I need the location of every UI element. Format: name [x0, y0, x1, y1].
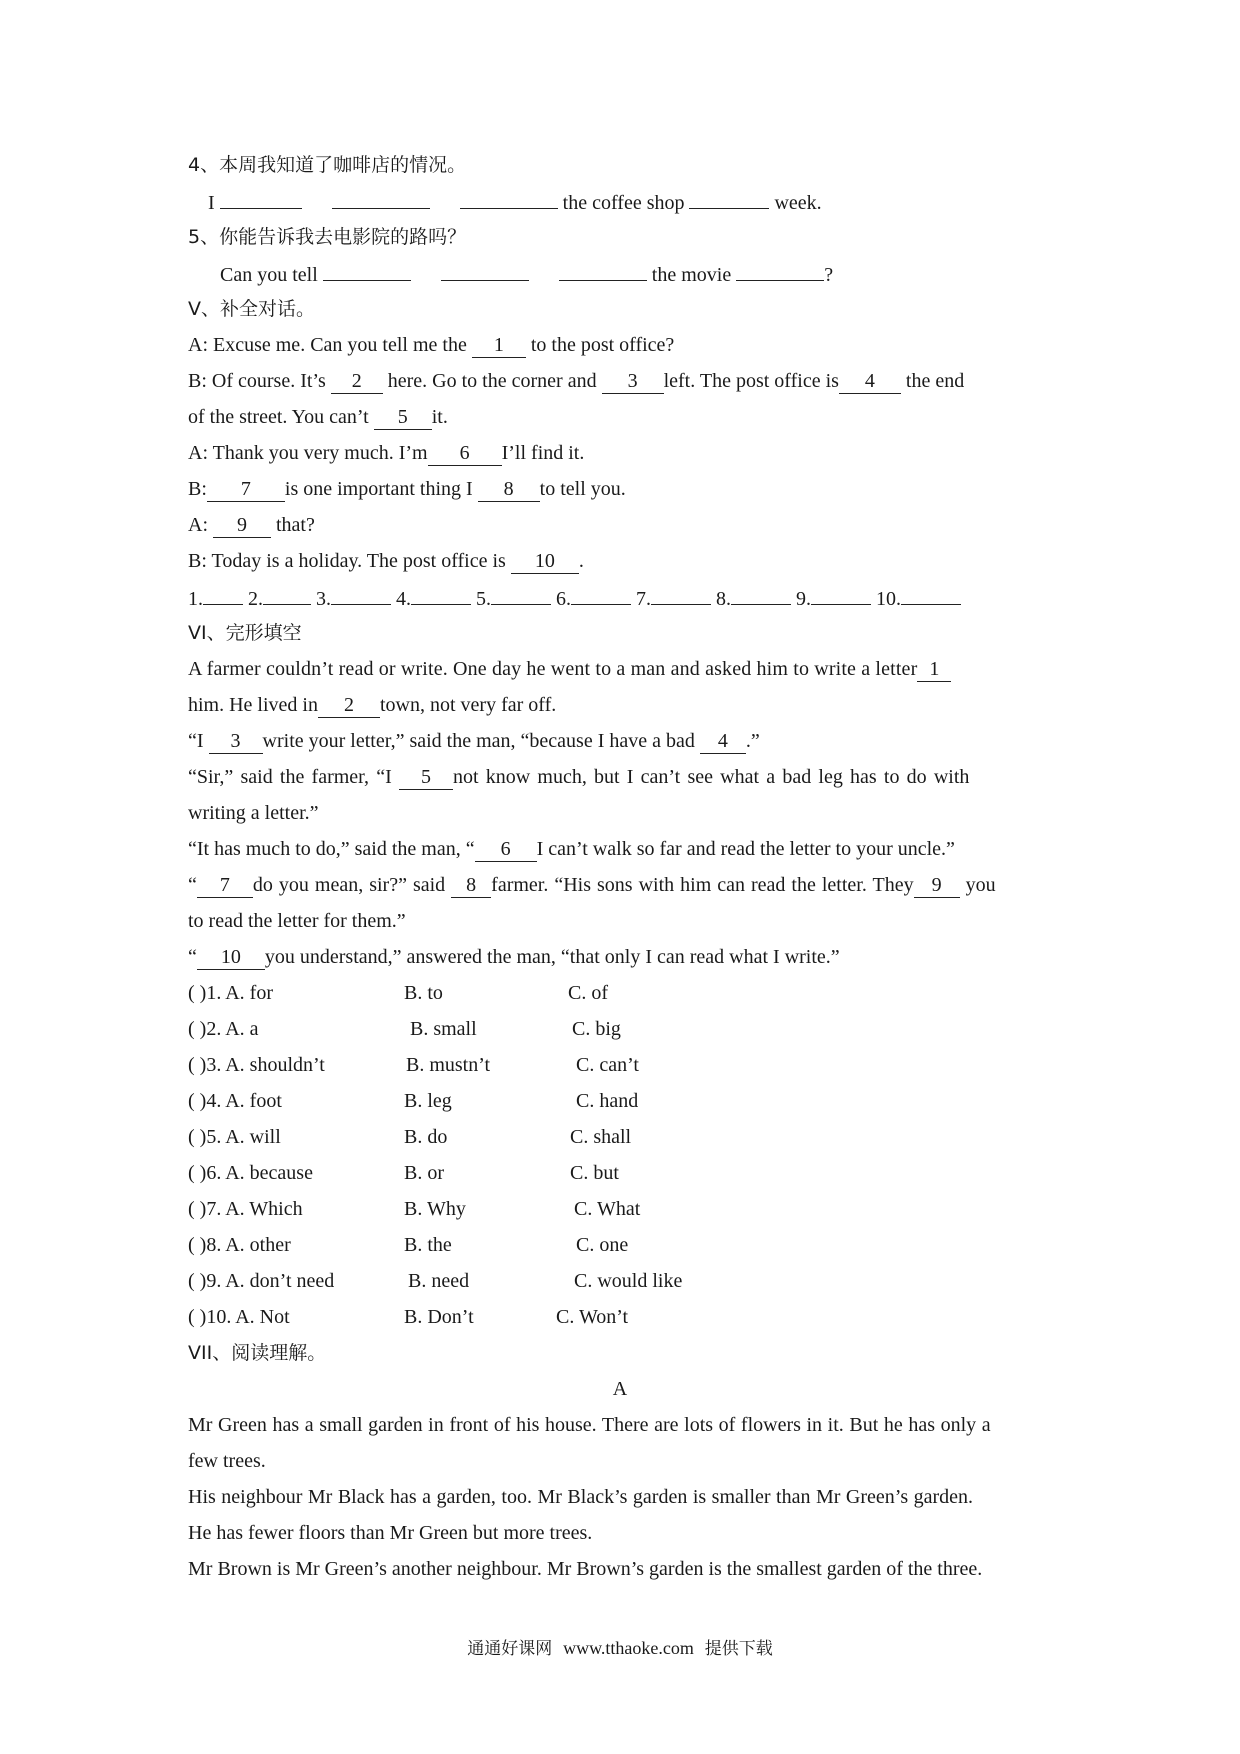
option-c: C. shall: [570, 1126, 632, 1148]
passage-line: Mr Brown is Mr Green’s another neighbour. Mr Brown’s garden is the smallest garden of the three.: [188, 1558, 983, 1580]
blank-2[interactable]: 2: [331, 371, 383, 394]
passage-line: Mr Green has a small garden in front of his house. There are lots of flowers in it. But he has only a: [188, 1414, 991, 1436]
option-num: ( )1. A. for: [188, 982, 273, 1004]
answer-label: 5.: [476, 588, 491, 610]
q4-start: I: [208, 192, 215, 214]
option-num: ( )5. A. will: [188, 1126, 281, 1148]
answer-blank-6[interactable]: [571, 584, 631, 605]
text: him. He lived in: [188, 694, 318, 716]
q5-blank-4[interactable]: [736, 260, 824, 281]
blank-3[interactable]: 3: [602, 371, 664, 394]
footer-url[interactable]: www.tthaoke.com: [563, 1638, 694, 1658]
text: “: [188, 946, 197, 968]
answer-blank-4[interactable]: [411, 584, 471, 605]
q4-blank-2[interactable]: [332, 188, 430, 209]
cloze-line-5b: to read the letter for them.”: [188, 910, 406, 932]
question-5-chinese: 5、你能告诉我去电影院的路吗？: [188, 226, 467, 248]
cloze-line-3b: writing a letter.”: [188, 802, 319, 824]
text: here. Go to the corner and: [387, 370, 597, 392]
text: B: Today is a holiday. The post office is: [188, 550, 506, 572]
option-b: B. Why: [404, 1198, 466, 1220]
q5-mid: the movie: [651, 264, 732, 286]
q5-blank-2[interactable]: [441, 260, 529, 281]
text: “I: [188, 730, 204, 752]
section-6-title: VI、完形填空: [188, 622, 302, 644]
q5-blank-3[interactable]: [559, 260, 647, 281]
q5-end: ?: [824, 264, 834, 286]
option-num: ( )4. A. foot: [188, 1090, 282, 1112]
text: do you mean, sir?” said: [252, 874, 446, 896]
dialogue-line-a3: [188, 512, 315, 538]
passage-line: He has fewer floors than Mr Green but more trees.: [188, 1522, 593, 1544]
text: farmer. “His sons with him can read the letter. They: [491, 874, 914, 896]
footer-site-name: 通通好课网: [467, 1639, 553, 1659]
cloze-line-5a: [188, 872, 996, 898]
option-c: C. Won’t: [556, 1306, 629, 1328]
text: “It has much to do,” said the man, “: [188, 838, 475, 860]
answer-label: 10.: [876, 588, 901, 610]
text: to the post office?: [530, 334, 675, 356]
option-num: ( )8. A. other: [188, 1234, 291, 1256]
blank-5[interactable]: 5: [374, 407, 432, 430]
option-num: ( )10. A. Not: [188, 1306, 290, 1328]
passage-line: few trees.: [188, 1450, 266, 1472]
text: is one important thing I: [284, 478, 473, 500]
answer-label: 9.: [796, 588, 811, 610]
option-num: ( )2. A. a: [188, 1018, 259, 1040]
answer-blank-1[interactable]: [203, 584, 243, 605]
q4-mid: the coffee shop: [562, 192, 685, 214]
cloze-line-1a: [188, 656, 951, 682]
blank-7[interactable]: 7: [207, 479, 285, 502]
option-num: ( )3. A. shouldn’t: [188, 1054, 325, 1076]
option-b: B. mustn’t: [406, 1054, 491, 1076]
text: “Sir,” said the farmer, “I: [188, 766, 392, 788]
question-5-line: [220, 260, 833, 288]
text: A: Excuse me. Can you tell me the: [188, 334, 467, 356]
dialogue-line-b1: [188, 368, 964, 394]
option-c: C. of: [568, 982, 608, 1004]
question-4-line: [208, 188, 822, 216]
cloze-line-4: [188, 836, 955, 862]
cloze-blank-10[interactable]: 10: [197, 947, 265, 970]
text: town, not very far off.: [379, 694, 557, 716]
section-5-title: V、补全对话。: [188, 298, 315, 320]
blank-10[interactable]: 10: [511, 551, 579, 574]
passage-line: His neighbour Mr Black has a garden, too. Mr Black’s garden is smaller than Mr Green’s garden.: [188, 1486, 974, 1508]
text: B:: [188, 478, 207, 500]
option-b: B. Don’t: [404, 1306, 474, 1328]
cloze-blank-4[interactable]: 4: [700, 731, 746, 754]
answer-blank-10[interactable]: [901, 584, 961, 605]
option-b: B. or: [404, 1162, 444, 1184]
text: .”: [745, 730, 760, 752]
q5-blank-1[interactable]: [323, 260, 411, 281]
answer-label: 3.: [316, 588, 331, 610]
option-b: B. small: [410, 1018, 477, 1040]
option-b: B. to: [404, 982, 443, 1004]
answer-label: 2.: [248, 588, 263, 610]
cloze-blank-2[interactable]: 2: [318, 695, 380, 718]
answer-blank-8[interactable]: [731, 584, 791, 605]
dialogue-line-b1-cont: [188, 404, 448, 430]
question-4-chinese: 4、本周我知道了咖啡店的情况。: [188, 154, 467, 176]
answer-label: 4.: [396, 588, 411, 610]
text: A:: [188, 514, 208, 536]
option-c: C. one: [576, 1234, 629, 1256]
answer-blank-3[interactable]: [331, 584, 391, 605]
answer-label: 7.: [636, 588, 651, 610]
option-c: C. What: [574, 1198, 641, 1220]
option-num: ( )7. A. Which: [188, 1198, 303, 1220]
answer-blank-5[interactable]: [491, 584, 551, 605]
q4-end: week.: [774, 192, 822, 214]
cloze-blank-5[interactable]: 5: [399, 767, 453, 790]
answer-blank-2[interactable]: [263, 584, 311, 605]
text: you: [965, 874, 996, 896]
text: the end: [905, 370, 965, 392]
answer-label: 8.: [716, 588, 731, 610]
option-c: C. big: [572, 1018, 621, 1040]
answer-blank-7[interactable]: [651, 584, 711, 605]
cloze-blank-6[interactable]: 6: [475, 839, 537, 862]
answer-label: 6.: [556, 588, 571, 610]
cloze-blank-7[interactable]: 7: [197, 875, 253, 898]
q4-blank-4[interactable]: [689, 188, 769, 209]
text: I can’t walk so far and read the letter to your uncle.”: [536, 838, 955, 860]
q4-blank-3[interactable]: [460, 188, 558, 209]
text: that?: [276, 514, 315, 536]
dialogue-line-b3: [188, 548, 584, 574]
cloze-line-2: [188, 728, 760, 754]
text: I’ll find it.: [501, 442, 585, 464]
cloze-blank-8[interactable]: 8: [451, 875, 491, 898]
blank-9[interactable]: 9: [213, 515, 271, 538]
option-c: C. hand: [576, 1090, 639, 1112]
passage-label: A: [612, 1378, 628, 1400]
text: to tell you.: [539, 478, 626, 500]
answer-blank-9[interactable]: [811, 584, 871, 605]
option-num: ( )6. A. because: [188, 1162, 313, 1184]
section-7-title: VII、阅读理解。: [188, 1342, 327, 1364]
text: A: Thank you very much. I’m: [188, 442, 428, 464]
answer-row: [188, 584, 961, 612]
option-num: ( )9. A. don’t need: [188, 1270, 335, 1292]
cloze-line-1b: [188, 692, 556, 718]
dialogue-line-b2: [188, 476, 626, 502]
option-c: C. would like: [574, 1270, 683, 1292]
answer-label: 1.: [188, 588, 203, 610]
cloze-blank-1[interactable]: 1: [917, 659, 951, 682]
text: .: [578, 550, 584, 572]
page-footer: [0, 1634, 1240, 1659]
blank-1[interactable]: 1: [472, 335, 526, 358]
cloze-line-3a: [188, 764, 969, 790]
dialogue-line-a1: [188, 332, 674, 358]
text: it.: [431, 406, 448, 428]
option-c: C. but: [570, 1162, 619, 1184]
dialogue-line-a2: [188, 440, 584, 466]
text: not know much, but I can’t see what a bad leg has to do with: [452, 766, 970, 788]
text: A farmer couldn’t read or write. One day he went to a man and asked him to write a letter: [188, 658, 918, 680]
option-c: C. can’t: [576, 1054, 639, 1076]
blank-8[interactable]: 8: [478, 479, 540, 502]
option-b: B. need: [408, 1270, 470, 1292]
blank-6[interactable]: 6: [428, 443, 502, 466]
text: you understand,” answered the man, “that only I can read what I write.”: [264, 946, 840, 968]
q4-blank-1[interactable]: [220, 188, 302, 209]
cloze-blank-9[interactable]: 9: [914, 875, 960, 898]
text: B: Of course. It’s: [188, 370, 326, 392]
text: “: [188, 874, 197, 896]
text: left. The post office is: [663, 370, 839, 392]
cloze-blank-3[interactable]: 3: [209, 731, 263, 754]
footer-download-text: 提供下载: [704, 1639, 773, 1659]
text: of the street. You can’t: [188, 406, 369, 428]
text: write your letter,” said the man, “because I have a bad: [262, 730, 695, 752]
option-b: B. the: [404, 1234, 452, 1256]
blank-4[interactable]: 4: [839, 371, 901, 394]
cloze-line-6: [188, 944, 840, 970]
option-b: B. leg: [404, 1090, 452, 1112]
q5-start: Can you tell: [220, 264, 318, 286]
option-b: B. do: [404, 1126, 448, 1148]
